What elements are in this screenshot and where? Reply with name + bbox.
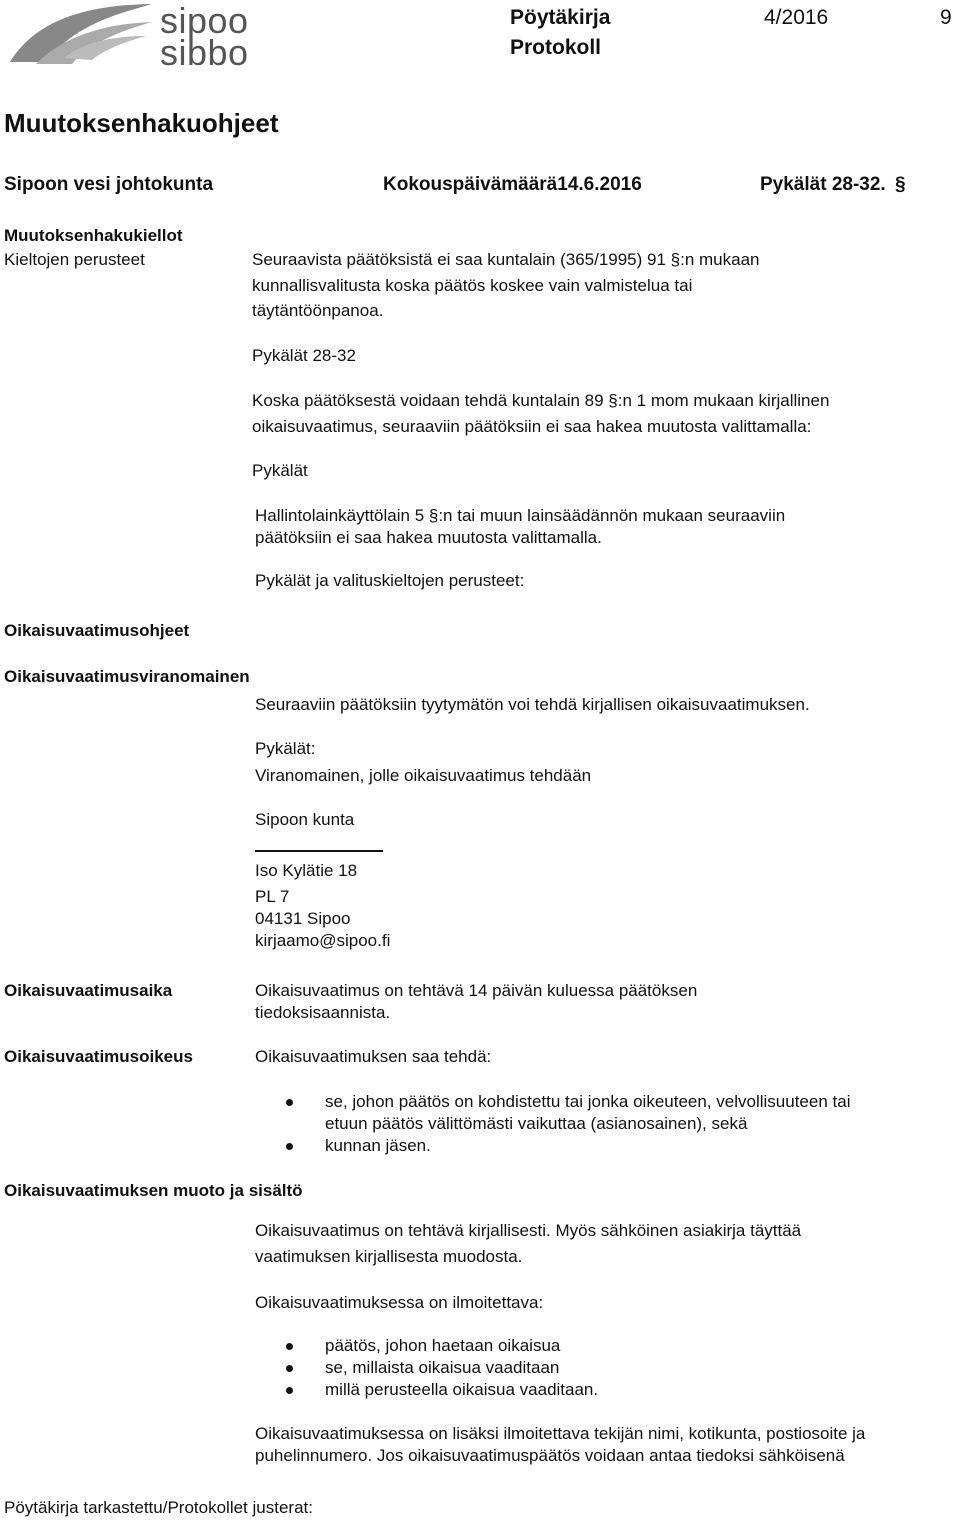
meeting-sections-text: Pykälät 28-32. [760, 174, 886, 195]
page-title: Muutoksenhakuohjeet [4, 108, 279, 138]
form-line2: vaatimuksen kirjallisesta muodosta. [255, 1247, 523, 1266]
time-line1: Oikaisuvaatimus on tehtävä 14 päivän kuluessa päätöksen [255, 981, 698, 1000]
doc-type-swedish: Protokoll [510, 36, 602, 59]
address-postal: 04131 Sipoo [255, 909, 351, 928]
logo-text-swedish: sibbo [160, 32, 249, 73]
meeting-sections [760, 174, 906, 196]
time-heading: Oikaisuvaatimusaika [4, 981, 173, 1000]
address-divider [255, 850, 383, 852]
authority-text: Seuraaviin päätöksiin tyytymätön voi tehdä kirjallisen oikaisuvaatimuksen. [255, 695, 810, 714]
time-line2: tiedoksisaannista. [255, 1003, 391, 1022]
prohibitions-para3-line2: päätöksiin ei saa hakea muutosta valittamalla. [255, 528, 602, 547]
notify-text: Oikaisuvaatimuksessa on ilmoitettava: [255, 1293, 544, 1312]
sipoo-logo-icon [6, 0, 156, 70]
prohibitions-sections1: Pykälät 28-32 [252, 346, 356, 365]
meeting-body: Sipoon vesi johtokunta [4, 174, 214, 195]
prohibitions-sections3: Pykälät ja valituskieltojen perusteet: [255, 571, 525, 590]
meeting-date: Kokouspäivämäärä14.6.2016 [383, 174, 642, 195]
right-item-2-line1: kunnan jäsen. [325, 1136, 431, 1155]
authority-sections-label: Pykälät: [255, 739, 316, 758]
right-text: Oikaisuvaatimuksen saa tehdä: [255, 1047, 492, 1066]
list-item: se, millaista oikaisua vaaditaan [256, 1357, 956, 1379]
address-name: Sipoon kunta [255, 810, 355, 829]
prohibitions-line2: kunnallisvalitusta koska päätös koskee vain valmistelua tai [252, 276, 693, 295]
page-number: 9 [940, 6, 952, 29]
authority-to: Viranomainen, jolle oikaisuvaatimus tehdään [255, 766, 592, 785]
form-heading: Oikaisuvaatimuksen muoto ja sisältö [4, 1181, 303, 1200]
prohibitions-sections2: Pykälät [252, 461, 308, 480]
prohibitions-para2-line1: Koska päätöksestä voidaan tehdä kuntalain 89 §:n 1 mom mukaan kirjallinen [252, 391, 830, 410]
notify-list [256, 1335, 956, 1401]
section-sign: § [894, 174, 906, 195]
prohibitions-line1: Seuraavista päätöksistä ei saa kuntalain (365/1995) 91 §:n mukaan [252, 250, 760, 269]
list-item: päätös, johon haetaan oikaisua [256, 1335, 956, 1357]
right-list [256, 1091, 956, 1157]
prohibitions-heading: Muutoksenhakukiellot [4, 226, 183, 245]
address-street: Iso Kylätie 18 [255, 861, 358, 880]
list-item: millä perusteella oikaisua vaaditaan. [256, 1379, 956, 1401]
address-email: kirjaamo@sipoo.fi [255, 931, 391, 950]
right-item-1-line1: se, johon päätös on kohdistettu tai jonka oikeuteen, velvollisuuteen tai [325, 1092, 851, 1111]
form-line1: Oikaisuvaatimus on tehtävä kirjallisesti. Myös sähköinen asiakirja täyttää [255, 1221, 802, 1240]
prohibitions-label: Kieltojen perusteet [4, 250, 145, 269]
right-heading: Oikaisuvaatimusoikeus [4, 1047, 193, 1066]
doc-number: 4/2016 [764, 6, 829, 29]
footer-checked: Pöytäkirja tarkastettu/Protokollet justerat: [4, 1498, 313, 1517]
logo-text-finnish: sipoo [160, 0, 249, 41]
extra-line2: puhelinnumero. Jos oikaisuvaatimuspäätös voidaan antaa tiedoksi sähköisenä [255, 1446, 845, 1465]
prohibitions-line3: täytäntöönpanoa. [252, 301, 384, 320]
right-item-1-line2: etuun päätös välittömästi vaikuttaa (asianosainen), sekä [325, 1114, 748, 1133]
extra-line1: Oikaisuvaatimuksessa on lisäksi ilmoitettava tekijän nimi, kotikunta, postiosoite ja [255, 1424, 866, 1443]
rectification-heading: Oikaisuvaatimusohjeet [4, 621, 190, 640]
list-item [256, 1091, 956, 1135]
address-po-box: PL 7 [255, 887, 290, 906]
list-item [256, 1135, 956, 1157]
prohibitions-para2-line2: oikaisuvaatimus, seuraaviin päätöksiin ei saa hakea muutosta valittamalla: [252, 417, 812, 436]
doc-type-finnish: Pöytäkirja [510, 6, 611, 29]
prohibitions-para3-line1: Hallintolainkäyttölain 5 §:n tai muun lainsäädännön mukaan seuraaviin [255, 506, 786, 525]
authority-heading: Oikaisuvaatimusviranomainen [4, 667, 250, 686]
